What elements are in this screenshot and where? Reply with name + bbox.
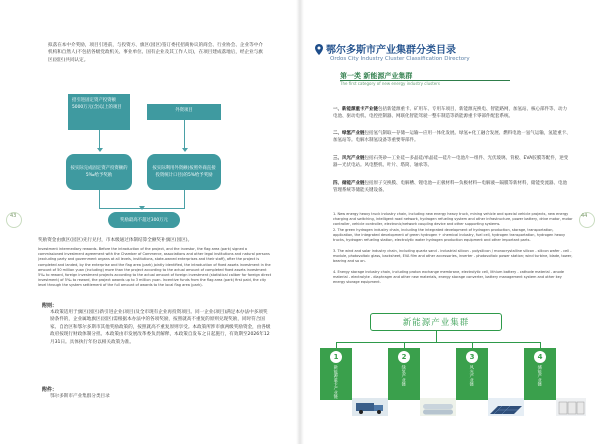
category-label: 绿氢产业链	[401, 365, 407, 386]
industry-item-body: 包括新能源重卡、矿用车、专用车项目，新能源充换电、智能路网，加氢站、核心部件等、动力电池、驱动电机、电控控制器、网联化智能驾驶一整车制造等新能源重卡零部件配套系统。	[333, 107, 567, 120]
english-item-1: 1. New energy heavy truck industry chain, including new energy heavy truck, mining vehicle and special vehicle projects, new energy charging and switching, intelligent road network, hydrogen refueling system and other infrastructure, power battery, drive motor, motor controller, vehicle controller, electronic/network coupling device and other supporting systems.	[333, 212, 573, 227]
category-card-green-hydrogen	[388, 348, 420, 400]
page-subtitle: Ordos City Industry Cluster Classification Directory	[330, 56, 470, 62]
appendix-title: 附则：	[42, 303, 58, 309]
attachment-title: 附件：	[42, 387, 58, 393]
industry-item-body: 包括原子交换膜、电解槽、锂电池—正极材料—负极材料—电解液—隔膜等新材料，储能变流器、电池管理系统等储能关键设备。	[333, 181, 567, 194]
tree-connector	[436, 331, 437, 342]
page-title: 鄂尔多斯市产业集群分类目录	[326, 45, 456, 56]
industry-item-2	[333, 130, 571, 152]
category-number: 4	[534, 351, 546, 363]
flow-box-max-reward: 奖励最高不超过300万元	[108, 212, 180, 228]
flow-box-foreign-investment: 外资项目	[147, 104, 221, 120]
cluster-banner: 新能源产业集群	[370, 313, 502, 331]
industry-item-body: 包括石英砂—工业硅—多晶硅/单晶硅—硅片—电池片—组件、光伏玻璃、背板、EVA胶膜等配件，逆变器—光伏电站。风电整机、叶片、塔筒、轴承等。	[333, 156, 569, 169]
category-card-heavy-truck	[320, 348, 352, 400]
industry-item-body: 包括氢气制取—存储—运输—应用一体化发展。绿氢+化工融合发展、燃料电池一氢气运输，氢能重卡、加氢站等。电解水制氢设备等重要零部件。	[333, 131, 571, 144]
truck-image	[352, 398, 388, 416]
category-card-energy-storage	[524, 348, 556, 400]
category-card-wind-solar	[456, 348, 488, 400]
industry-item-head: 二、绿氢产业链	[333, 131, 365, 136]
intro-paragraph: 拟落在本中介奖励，项目引进前，与投资方、旗区(园区)签订委托招商协议的商会、行业协会、企业等中介机构和自然人(不包括各级党政机关、事业单位、国有企业及其工作人员)，在项目建成落地后，经企业与旗区(园区)共同认定。	[48, 43, 263, 63]
battery-storage-image	[556, 398, 586, 416]
page-number-left: 43	[10, 213, 17, 219]
english-item-3: 3. The wind and solar industry chain, including quartz sand - industrial silicon - polysilicon / monocrystalline silicon - silicon wafer - cell - module, photovoltaic glass, backsheet, EVA film and other accessories, inverter - photovoltaic power station; wind turbine, blade, tower, bearing and so on.	[333, 249, 573, 264]
category-label: 储能产业链	[537, 365, 543, 386]
industry-item-head: 四、储能产业链	[333, 181, 365, 186]
page-number-right: 44	[581, 213, 588, 219]
category-label: 风光产业链	[469, 365, 475, 386]
location-pin-icon	[315, 44, 323, 55]
flow-connector	[99, 130, 100, 150]
industry-item-head: 三、风光产业链	[333, 156, 365, 161]
section-title: 第一类 新能源产业集群	[340, 72, 413, 80]
english-item-2: 2. The green hydrogen industry chain, including the integrated development of hydrogen production, storage, transportation, application, the integrated development of green hydrogen + chemical industry, fuel cell, hydrogen transportation, hydrogen heavy trucks, hydrogen refueling station, electrolytic water hydrogen production equipment and other important parts.	[333, 228, 566, 243]
category-number: 1	[330, 351, 342, 363]
arrow-down-icon	[139, 206, 145, 210]
category-number: 2	[398, 351, 410, 363]
category-number: 3	[466, 351, 478, 363]
flow-box-fixed-assets: 招引进固定资产投资额5000万元(含)以上的项目	[68, 94, 130, 130]
arrow-down-icon	[182, 148, 188, 152]
english-item-4: 4. Energy storage industry chain, including proton exchange membrane, electrolytic cell, lithium battery - cathode material - anode material - electrolyte - diaphragm and other new materials, energy storage converter, battery management system and other key energy storage equipment.	[333, 270, 564, 285]
attachment-text: 鄂尔多斯市产业集群分类目录	[50, 394, 110, 399]
flow-connector	[184, 190, 185, 208]
industry-item-3	[333, 155, 571, 177]
industry-item-1	[333, 106, 571, 128]
flow-connector	[99, 190, 100, 208]
arrow-down-icon	[97, 148, 103, 152]
industry-item-head: 一、新能源重卡产业链	[333, 107, 378, 112]
english-translation-block: Investment intermediary rewards. Before the introduction of the project, and the investor, the flag area (park) signed a commissioned investment agreement with the Chamber of Commerce, associations and other legal institutions and natural persons (excluding party and government organs at all levels, institutions, state-owned enterprises and their staff), after the project is completed and landed, by the enterprise and the flag area (park) jointly identified, the introduction of fixed assets investment in the amount of 50 million yuan (including) more than the project according to the actual amount of completed fixed assets investment 5‰ to reward, foreign investment projects according to the actual amount of foreign investment (statistical caliber for foreign direct investment) of 5‰ to reward, the project awards up to 3 million yuan. Incentive funds from the flag area (park) first paid, the city level through the system settlement of the full amount of awards to the local flag area (park).	[38, 247, 272, 288]
flow-box-reward-5permille: 按实际完成固定资产投资额的5‰给予奖励	[66, 154, 132, 190]
tree-connector	[336, 342, 540, 343]
solar-panels-image	[488, 398, 524, 416]
reward-funding-note: 奖励资金由旗区(园区)先行兑付，市本级通过体制结算全额奖补旗区(园区)。	[38, 238, 193, 243]
appendix-text: 本政策适用于旗区(园区)新引进企业(项目)及全市现有企业再投资项目。同一企业(项目)满足本办法中多项奖励条件的，企业属地旗区(园区)需根据本办法中的各项奖励，按照就高不重复的原则兑现奖励，同时符合国家、自治区和鄂尔多斯市其他奖励政策的，按照就高不重复原则享受。本政策所涉市旗两级奖励资金，由各级政府按现行财政体制分担。本政策由市发展改革委负责解释，本政策自发布之日起施行，有效期至2026年12月31日。具体执行年份以相关政策为准。	[50, 310, 271, 345]
industry-item-4	[333, 180, 571, 202]
section-subtitle: The first category of new energy industry clusters	[340, 81, 440, 86]
hydrogen-tanks-image	[420, 398, 456, 416]
flow-connector	[184, 120, 185, 150]
flow-box-reward-5percent: 按实际利用外资额(按照外商直接投资统计口径)的5%给予奖励	[147, 154, 221, 190]
category-label: 新能源重卡产业链	[333, 365, 339, 399]
right-page	[300, 0, 600, 444]
